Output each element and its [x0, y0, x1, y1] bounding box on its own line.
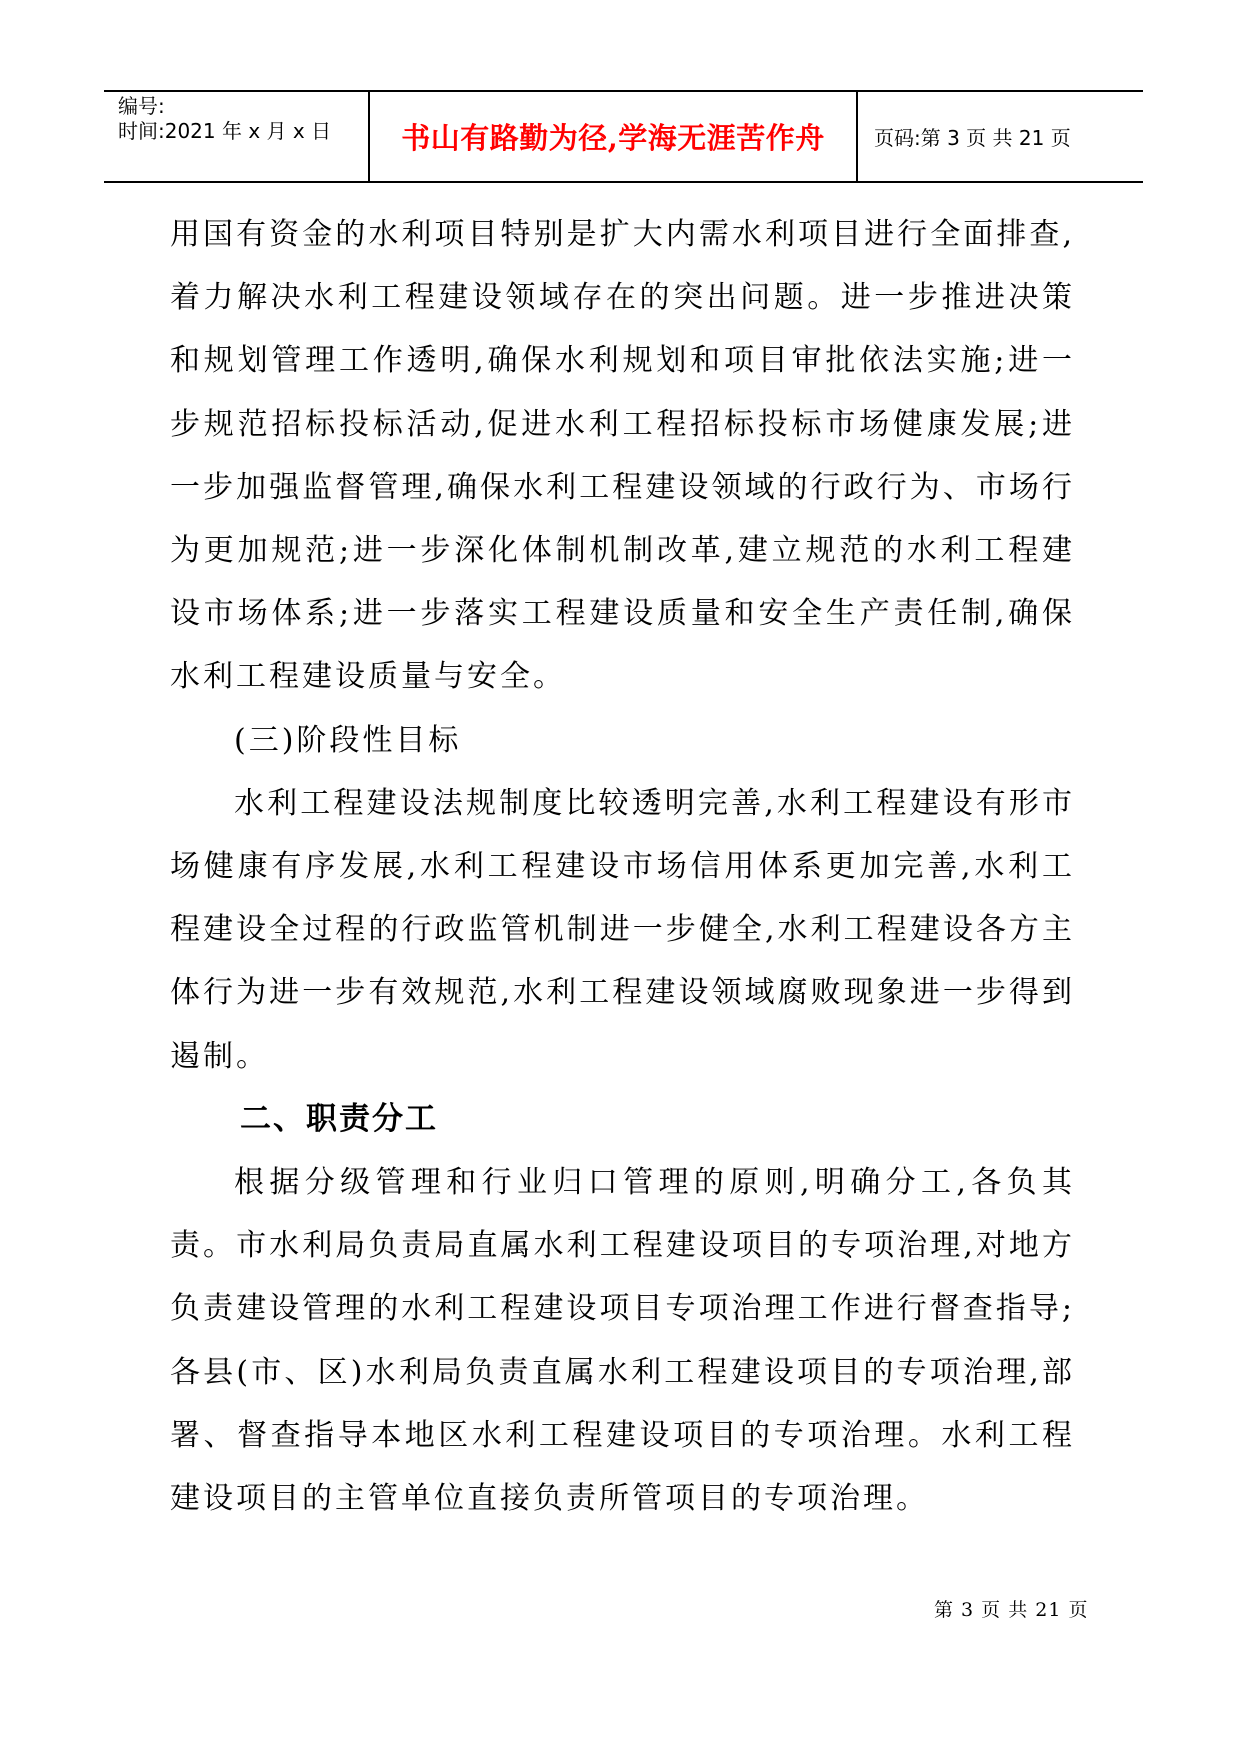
subheading-stage-goals: (三)阶段性目标: [234, 722, 462, 758]
header-motto: 书山有路勤为径,学海无涯苦作舟: [401, 121, 825, 155]
header-page-info: 页码:第 3 页 共 21 页: [874, 126, 1071, 150]
paragraph-3: 根据分级管理和行业归口管理的原则,明确分工,各负其责。市水利局负责局直属水利工程建设项目的专项治理,对地方负责建设管理的水利工程建设项目专项治理工作进行督查指导;各县(市、区)水利局负责直属水利工程建设项目的专项治理,部署、督查指导本地区水利工程建设项目的专项治理。水利工程建设项目的主管单位直接负责所管项目的专项治理。: [170, 1165, 1075, 1517]
page-footer: 第 3 页 共 21 页: [934, 1599, 1089, 1621]
paragraph-2: 水利工程建设法规制度比较透明完善,水利工程建设有形市场健康有序发展,水利工程建设市场信用体系更加完善,水利工程建设全过程的行政监管机制进一步健全,水利工程建设各方主体行为进一步有效规范,水利工程建设领域腐败现象进一步得到遏制。: [170, 785, 1075, 1074]
document-time-label: 时间:2021 年 x 月 x 日: [118, 119, 332, 143]
page-header: [104, 90, 1143, 183]
document-number-label: 编号:: [118, 94, 165, 118]
section-heading-responsibilities: 二、职责分工: [240, 1100, 438, 1137]
document-body: [170, 203, 1075, 1530]
paragraph-1: 用国有资金的水利项目特别是扩大内需水利项目进行全面排查,着力解决水利工程建设领域存在的突出问题。进一步推进决策和规划管理工作透明,确保水利规划和项目审批依法实施;进一步规范招标投标活动,促进水利工程招标投标市场健康发展;进一步加强监督管理,确保水利工程建设领域的行政行为、市场行为更加规范;进一步深化体制机制改革,建立规范的水利工程建设市场体系;进一步落实工程建设质量和安全生产责任制,确保水利工程建设质量与安全。: [170, 217, 1075, 695]
header-meta: [118, 94, 358, 144]
